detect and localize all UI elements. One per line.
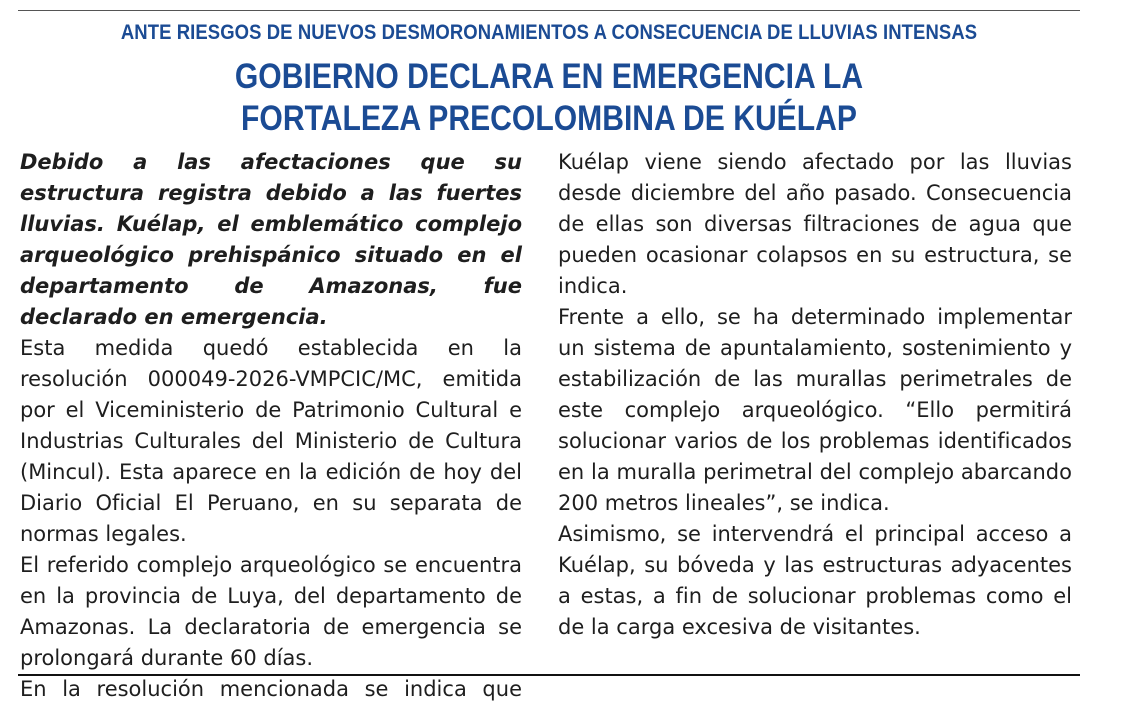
body-paragraph-5: Frente a ello, se ha determinado implementar un sistema de apuntalamiento, sostenimiento y estabilización de las murallas perimetrales de este complejo arqueológico. “Ello permitirá solucionar varios de los problemas identificados en la muralla perimetral del complejo abarcando 200 metros lineales”, se indica. [558,305,1072,515]
body-paragraph-6: Asimismo, se intervendrá el principal acceso a Kuélap, su bóveda y las estructuras adyacentes a estas, a fin de solucionar problemas como el de la carga excesiva de visitantes. [558,522,1072,639]
headline-line-1: GOBIERNO DECLARA EN EMERGENCIA LA [234,57,864,96]
article-headline [92,56,1005,140]
right-column [558,147,1072,643]
body-paragraph-4: Kuélap viene siendo afectado por las lluvias desde diciembre del año pasado. Consecuencia de ellas son diversas filtraciones de agua que pueden ocasionar colapsos en su estructura, se indica. [558,150,1072,298]
top-rule [18,10,1080,11]
body-paragraph-1: Esta medida quedó establecida en la resolución 000049-2026-VMPCIC/MC, emitida por el Viceministerio de Patrimonio Cultural e Industrias Culturales del Ministerio de Cultura (Mincul). Esta aparece en la edición de hoy del Diario Oficial El Peruano, en su separata de normas legales. [20,336,522,546]
left-column [20,147,522,705]
body-paragraph-3: En la resolución mencionada se indica que [20,677,522,701]
headline-line-2: FORTALEZA PRECOLOMBINA DE KUÉLAP [241,99,857,138]
lead-paragraph: Debido a las afectaciones que su estructura registra debido a las fuertes lluvias. Kuélap, el emblemático complejo arqueológico prehispánico situado en el departamento de Amazonas, fue declarado en emergencia. [20,150,522,329]
article-kicker: ANTE RIESGOS DE NUEVOS DESMORONAMIENTOS A CONSECUENCIA DE LLUVIAS INTENSAS [120,21,978,44]
body-paragraph-2: El referido complejo arqueológico se encuentra en la provincia de Luya, del departamento de Amazonas. La declaratoria de emergencia se prolongará durante 60 días. [20,553,522,670]
